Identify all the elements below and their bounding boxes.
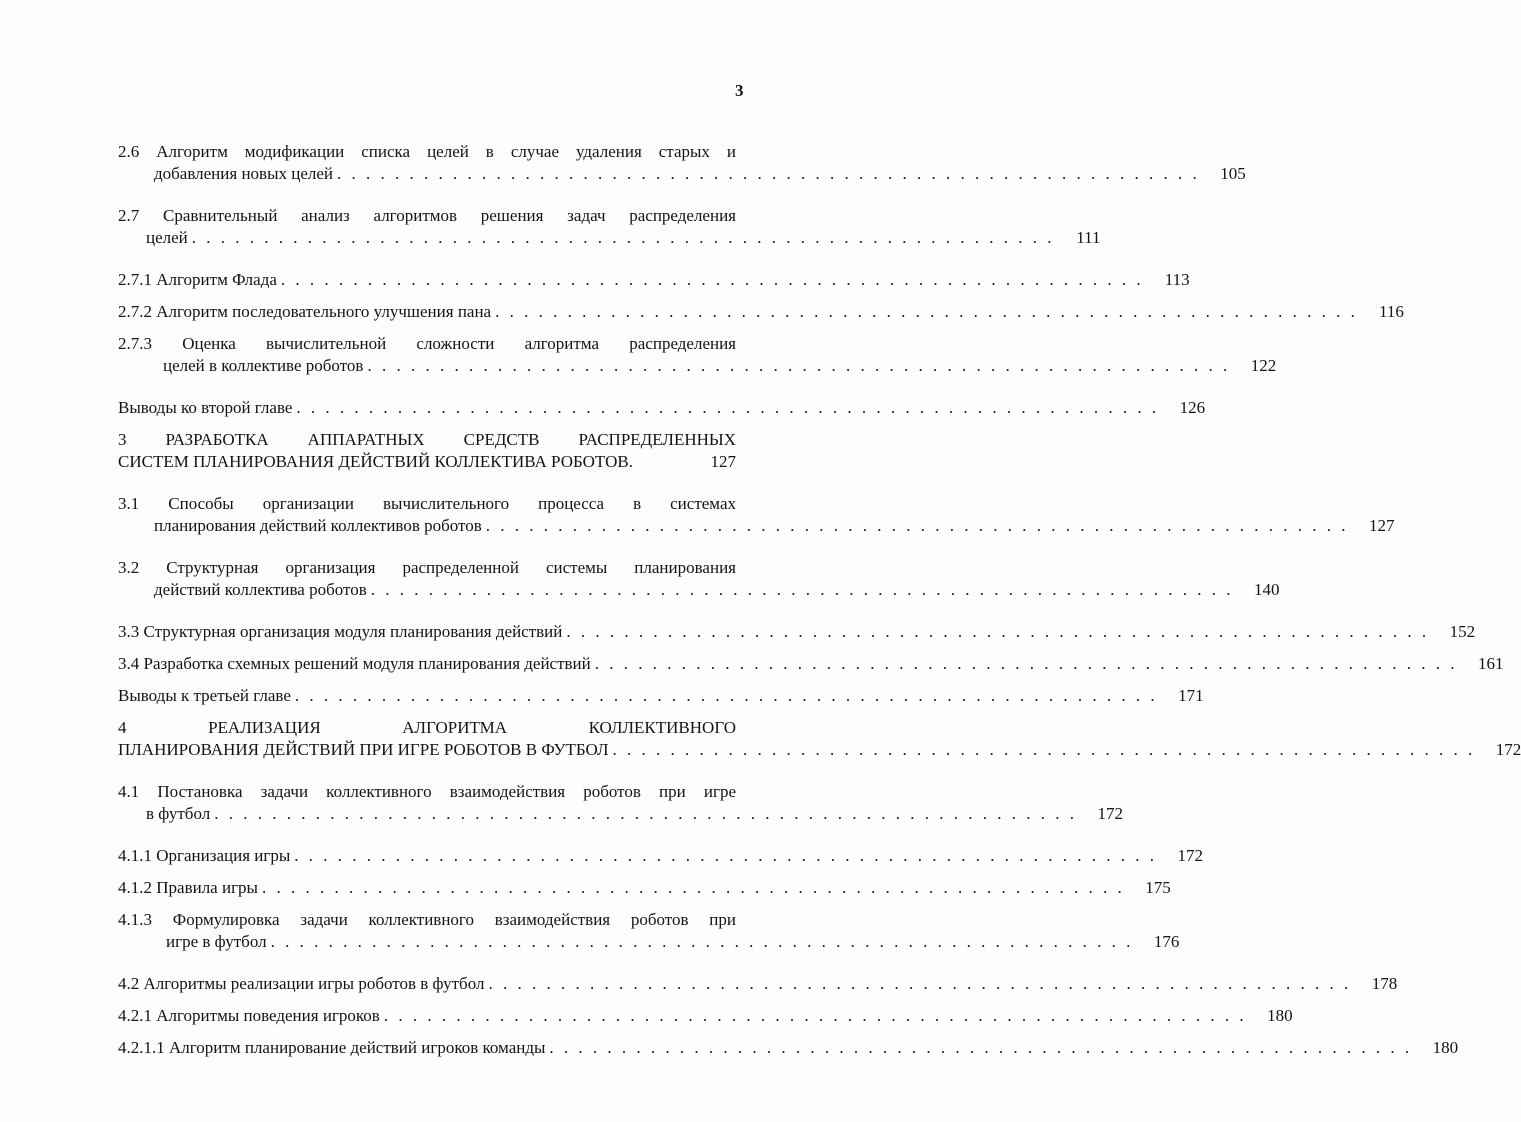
toc-page-number: 172 <box>1177 846 1204 865</box>
toc-entry <box>118 1037 1459 1059</box>
toc-entry <box>118 1005 1293 1027</box>
toc-entry-title: 2.7.1 Алгоритм Флада <box>118 270 277 289</box>
dot-leader: . . . . . . . . . . . . . . . . . . . . . . . . . . . . . . . . . . . . . . . . . . . . . . . . . . . . . . . . . . . . <box>261 878 1125 897</box>
dot-leader: . . . . . . . . . . . . . . . . . . . . . . . . . . . . . . . . . . . . . . . . . . . . . . . . . . . . . . . . . . . . <box>488 974 1352 993</box>
toc-entry-title: в футбол <box>146 804 211 823</box>
dot-leader: . . . . . . . . . . . . . . . . . . . . . . . . . . . . . . . . . . . . . . . . . . . . . . . . . . . . . . . . . . . . <box>495 302 1358 321</box>
toc-page-number: 176 <box>1153 932 1180 951</box>
toc-entry <box>118 301 1404 323</box>
dot-leader: . . . . . . . . . . . . . . . . . . . . . . . . . . . . . . . . . . . . . . . . . . . . . . . . . . . . . . . . . . . . <box>337 164 1200 183</box>
toc-entry <box>118 269 1190 291</box>
toc-page-number: 105 <box>1220 164 1246 183</box>
toc-page-number: 171 <box>1178 686 1204 705</box>
toc-entry-title-line: 4.1 Постановка задачи коллективного взаимодействия роботов при игре <box>118 782 736 801</box>
dot-leader: . . . . . . . . . . . . . . . . . . . . . . . . . . . . . . . . . . . . . . . . . . . . . . . . . . . . . . . . . . . . <box>485 516 1349 535</box>
toc-entry <box>118 845 1204 867</box>
toc-page-number: 172 <box>1097 804 1123 823</box>
toc-entry <box>118 397 1206 419</box>
toc-entry <box>118 493 1395 537</box>
toc-entry <box>118 781 1123 825</box>
toc-entry-title-line: 3.1 Способы организации вычислительного процесса в системах <box>118 494 736 513</box>
dot-leader: . . . . . . . . . . . . . . . . . . . . . . . . . . . . . . . . . . . . . . . . . . . . . . . . . . . . . . . . . . . . <box>367 356 1231 375</box>
toc-entry-title: игре в футбол <box>166 932 267 951</box>
dot-leader: . . . . . . . . . . . . . . . . . . . . . . . . . . . . . . . . . . . . . . . . . . . . . . . . . . . . . . . . . . . . <box>191 228 1055 247</box>
toc-entry-title: добавления новых целей <box>154 164 334 183</box>
toc-entry-title-line: 2.7 Сравнительный анализ алгоритмов решения задач распределения <box>118 206 736 225</box>
toc-entry-title: целей в коллективе роботов <box>163 356 364 375</box>
toc-entry-title-line: 4.1.3 Формулировка задачи коллективного взаимодействия роботов при <box>118 910 736 929</box>
dot-leader: . . . . . . . . . . . . . . . . . . . . . . . . . . . . . . . . . . . . . . . . . . . . . . . . . . . . . . . . . . . . <box>296 398 1160 417</box>
toc-entry-title: целей <box>146 228 188 247</box>
dot-leader: . . . . . . . . . . . . . . . . . . . . . . . . . . . . . . . . . . . . . . . . . . . . . . . . . . . . . . . . . . . . <box>549 1038 1413 1057</box>
toc-entry <box>118 717 1521 761</box>
toc-entry <box>118 141 1246 185</box>
dot-leader: . . . . . . . . . . . . . . . . . . . . . . . . . . . . . . . . . . . . . . . . . . . . . . . . . . . . . . . . . . . . <box>383 1006 1247 1025</box>
dot-leader: . . . . . . . . . . . . . . . . . . . . . . . . . . . . . . . . . . . . . . . . . . . . . . . . . . . . . . . . . . . . <box>294 686 1158 705</box>
dot-leader: . . . . . . . . . . . . . . . . . . . . . . . . . . . . . . . . . . . . . . . . . . . . . . . . . . . . . . . . . . . . <box>214 804 1077 823</box>
toc-entry-title: 4.1.1 Организация игры <box>118 846 291 865</box>
dot-leader: . . . . . . . . . . . . . . . . . . . . . . . . . . . . . . . . . . . . . . . . . . . . . . . . . . . . . . . . . . . . <box>270 932 1134 951</box>
dot-leader: . . . . . . . . . . . . . . . . . . . . . . . . . . . . . . . . . . . . . . . . . . . . . . . . . . . . . . . . . . . . <box>612 740 1476 759</box>
toc-entry <box>118 429 736 473</box>
page-number: 3 <box>735 81 744 100</box>
toc-entry-title-line: 2.7.3 Оценка вычислительной сложности алгоритма распределения <box>118 334 736 353</box>
toc-entry <box>118 621 1476 643</box>
toc-entry <box>118 685 1204 707</box>
dot-leader: . . . . . . . . . . . . . . . . . . . . . . . . . . . . . . . . . . . . . . . . . . . . . . . . . . . . . . . . . . . . <box>594 654 1458 673</box>
dot-leader: . . . . . . . . . . . . . . . . . . . . . . . . . . . . . . . . . . . . . . . . . . . . . . . . . . . . . . . . . . . . <box>294 846 1158 865</box>
toc-entry <box>118 205 1101 249</box>
toc-page-number: 172 <box>1495 740 1521 759</box>
toc-page-number: 180 <box>1267 1006 1293 1025</box>
toc-page-number: 180 <box>1432 1038 1459 1057</box>
toc-page-number: 127 <box>1369 516 1395 535</box>
toc-page-number: 111 <box>1076 228 1101 247</box>
toc-page-number: 113 <box>1164 270 1190 289</box>
toc-page-number: 161 <box>1478 654 1504 673</box>
toc-entry-title-line: 4 РЕАЛИЗАЦИЯ АЛГОРИТМА КОЛЛЕКТИВНОГО <box>118 718 736 737</box>
toc-entry-title-line: 3.2 Структурная организация распределенной системы планирования <box>118 558 736 577</box>
toc-page-number: 140 <box>1254 580 1280 599</box>
dot-leader: . . . . . . . . . . . . . . . . . . . . . . . . . . . . . . . . . . . . . . . . . . . . . . . . . . . . . . . . . . . . <box>280 270 1144 289</box>
toc-entry-title: Выводы к третьей главе <box>118 686 291 705</box>
toc-entry-title: Выводы ко второй главе <box>118 398 293 417</box>
toc-entry-title-line: 3 РАЗРАБОТКА АППАРАТНЫХ СРЕДСТВ РАСПРЕДЕЛЕННЫХ <box>118 430 736 449</box>
toc-entry-title-line: 2.6 Алгоритм модификации списка целей в случае удаления старых и <box>118 142 736 161</box>
toc-page-number: 116 <box>1378 302 1404 321</box>
toc-page-number: 127 <box>710 452 736 471</box>
toc-entry-title: 2.7.2 Алгоритм последовательного улучшения пана <box>118 302 492 321</box>
toc-entry <box>118 557 1280 601</box>
toc-entry-title: 4.1.2 Правила игры <box>118 878 258 897</box>
dot-leader: . . . . . . . . . . . . . . . . . . . . . . . . . . . . . . . . . . . . . . . . . . . . . . . . . . . . . . . . . . . . <box>370 580 1234 599</box>
toc-entry-title: 3.3 Структурная организация модуля планирования действий <box>118 622 563 641</box>
toc-entry <box>118 973 1398 995</box>
toc-entry-title: СИСТЕМ ПЛАНИРОВАНИЯ ДЕЙСТВИЙ КОЛЛЕКТИВА РОБОТОВ. <box>118 452 633 471</box>
toc-entry-title: действий коллектива роботов <box>154 580 367 599</box>
toc-entry <box>118 653 1504 675</box>
toc-page-number: 175 <box>1145 878 1171 897</box>
toc-entry <box>118 333 1277 377</box>
toc-entry <box>118 877 1171 899</box>
toc-page-number: 152 <box>1449 622 1476 641</box>
toc-entry <box>118 909 1180 953</box>
toc-entry-title: планирования действий коллективов роботов <box>154 516 482 535</box>
toc-entry-title: 4.2.1.1 Алгоритм планирование действий игроков команды <box>118 1038 546 1057</box>
toc-entry-title: 3.4 Разработка схемных решений модуля планирования действий <box>118 654 591 673</box>
dot-leader: . . . . . . . . . . . . . . . . . . . . . . . . . . . . . . . . . . . . . . . . . . . . . . . . . . . . . . . . . . . . <box>566 622 1430 641</box>
toc-entry-title: ПЛАНИРОВАНИЯ ДЕЙСТВИЙ ПРИ ИГРЕ РОБОТОВ В ФУТБОЛ <box>118 740 609 759</box>
toc-page-number: 178 <box>1371 974 1398 993</box>
toc-entry-title: 4.2.1 Алгоритмы поведения игроков <box>118 1006 380 1025</box>
toc-page-number: 122 <box>1250 356 1277 375</box>
toc-page-number: 126 <box>1179 398 1206 417</box>
toc-entry-title: 4.2 Алгоритмы реализации игры роботов в футбол <box>118 974 485 993</box>
